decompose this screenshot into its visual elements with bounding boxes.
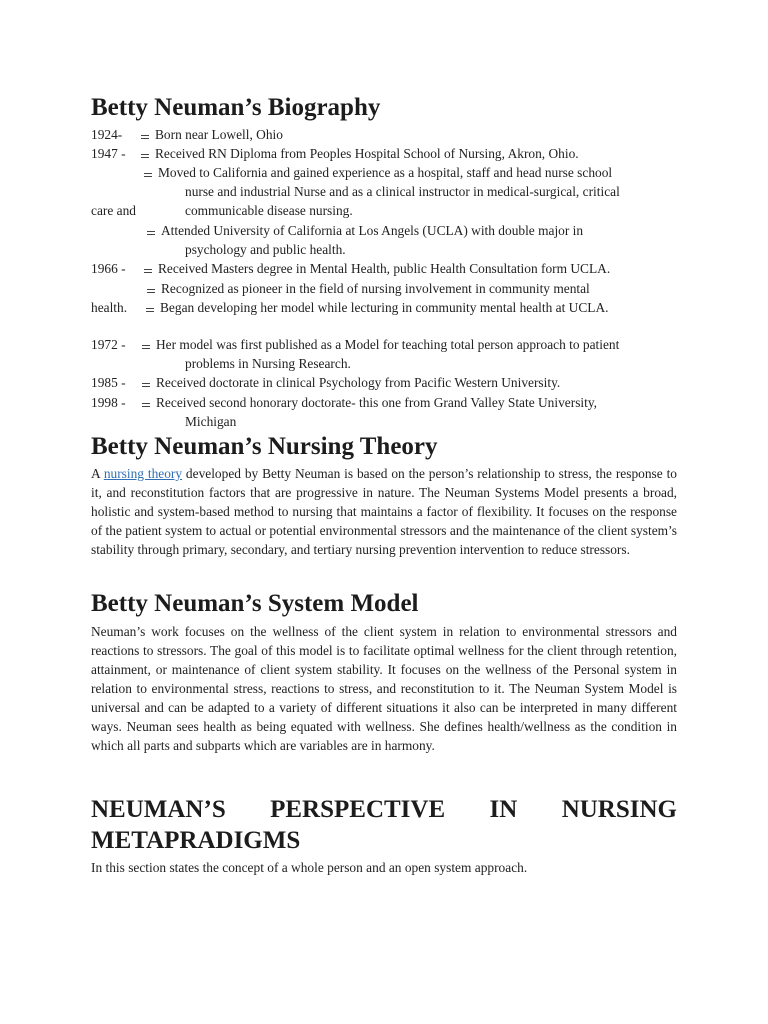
bullet-icon: [141, 132, 150, 140]
bio-entry-recognized: [147, 280, 590, 298]
bio-year-1924: 1924-: [91, 127, 123, 142]
bio-entry-continuation: nurse and industrial Nurse and as a clinical instructor in medical-surgical, critical: [185, 184, 620, 199]
bio-entry-model-development: [146, 299, 608, 317]
bio-year-1998: 1998 -: [91, 395, 126, 410]
bio-entry-text: Received doctorate in clinical Psychology from Pacific Western University.: [156, 375, 561, 390]
nursing-theory-link[interactable]: nursing theory: [103, 466, 183, 481]
bio-year-1947: 1947 -: [91, 146, 126, 161]
bio-entry-1998: [142, 394, 597, 412]
bio-entry-text: Her model was first published as a Model for teaching total person approach to patient: [156, 337, 620, 352]
bio-year-1966: 1966 -: [91, 261, 126, 276]
bio-entry-1985: [142, 374, 560, 392]
bullet-icon: [146, 305, 155, 313]
system-model-heading: Betty Neuman’s System Model: [91, 590, 419, 617]
bio-year-1972: 1972 -: [91, 337, 126, 352]
bullet-icon: [144, 266, 153, 274]
system-model-paragraph: Neuman’s work focuses on the wellness of the client system in relation to environmental stressors and reactions to stressors. The goal of this model is to facilitate optimal wellness for the client through retention, attainment, or maintenance of client system stability. It focuses on the wellness of the Personal system in relation to environmental stress, reactions to stress, and reconstitution to it. The Neuman System Model is universal and can be adapted to a variety of different situations it also can be interpreted in many different ways. Neuman sees health as being equated with wellness. She defines health/wellness as the condition in which all parts and subparts which are variables are in harmony.: [91, 624, 677, 753]
bio-entry-text: Began developing her model while lecturing in community mental health at UCLA.: [160, 300, 609, 315]
bullet-icon: [141, 151, 150, 159]
bio-entry-1924: [141, 126, 283, 144]
biography-heading: Betty Neuman’s Biography: [91, 94, 381, 121]
bio-entry-prefix: health.: [91, 300, 128, 315]
bio-entry-continuation: communicable disease nursing.: [185, 203, 353, 218]
bullet-icon: [144, 170, 153, 178]
perspective-heading: NEUMAN’S PERSPECTIVE IN NURSING METAPRADIGMS: [91, 796, 677, 854]
bullet-icon: [142, 342, 151, 350]
bullet-icon: [142, 400, 151, 408]
theory-body: developed by Betty Neuman is based on the person’s relationship to stress, the response to it, and reconstitution factors that are progressive in nature. The Neuman Systems Model presents a broad, holistic and system-based method to nursing that maintains a factor of flexibility. It focuses on the response of the patient system to actual or potential environmental stressors and the maintenance of the client system’s stability through primary, secondary, and tertiary nursing prevention intervention to reduce stressors.: [91, 466, 677, 557]
bio-entry-continuation: psychology and public health.: [185, 242, 346, 257]
theory-paragraph: [91, 464, 677, 559]
bio-entry-1966: [144, 260, 610, 278]
bio-year-1985: 1985 -: [91, 375, 126, 390]
bio-entry-continuation: Michigan: [185, 414, 237, 429]
bio-entry-text: Received RN Diploma from Peoples Hospital School of Nursing, Akron, Ohio.: [155, 146, 579, 161]
theory-intro: A: [91, 466, 100, 481]
bio-entry-california: [144, 164, 612, 182]
bio-entry-prefix: care and: [91, 203, 136, 218]
bio-entry-1947: [141, 145, 579, 163]
bullet-icon: [147, 286, 156, 294]
bullet-icon: [147, 228, 156, 236]
bio-entry-ucla: [147, 222, 583, 240]
bio-entry-1972: [142, 336, 619, 354]
bullet-icon: [142, 380, 151, 388]
bio-entry-text: Born near Lowell, Ohio: [155, 127, 283, 142]
bio-entry-text: Received second honorary doctorate- this one from Grand Valley State University,: [156, 395, 598, 410]
bio-entry-text: Recognized as pioneer in the field of nursing involvement in community mental: [161, 281, 590, 296]
theory-heading: Betty Neuman’s Nursing Theory: [91, 433, 438, 460]
bio-entry-text: Moved to California and gained experience as a hospital, staff and head nurse school: [158, 165, 613, 180]
bio-entry-text: Received Masters degree in Mental Health, public Health Consultation form UCLA.: [158, 261, 611, 276]
perspective-paragraph: In this section states the concept of a whole person and an open system approach.: [91, 860, 528, 875]
bio-entry-continuation: problems in Nursing Research.: [185, 356, 351, 371]
bio-entry-text: Attended University of California at Los Angels (UCLA) with double major in: [161, 223, 584, 238]
